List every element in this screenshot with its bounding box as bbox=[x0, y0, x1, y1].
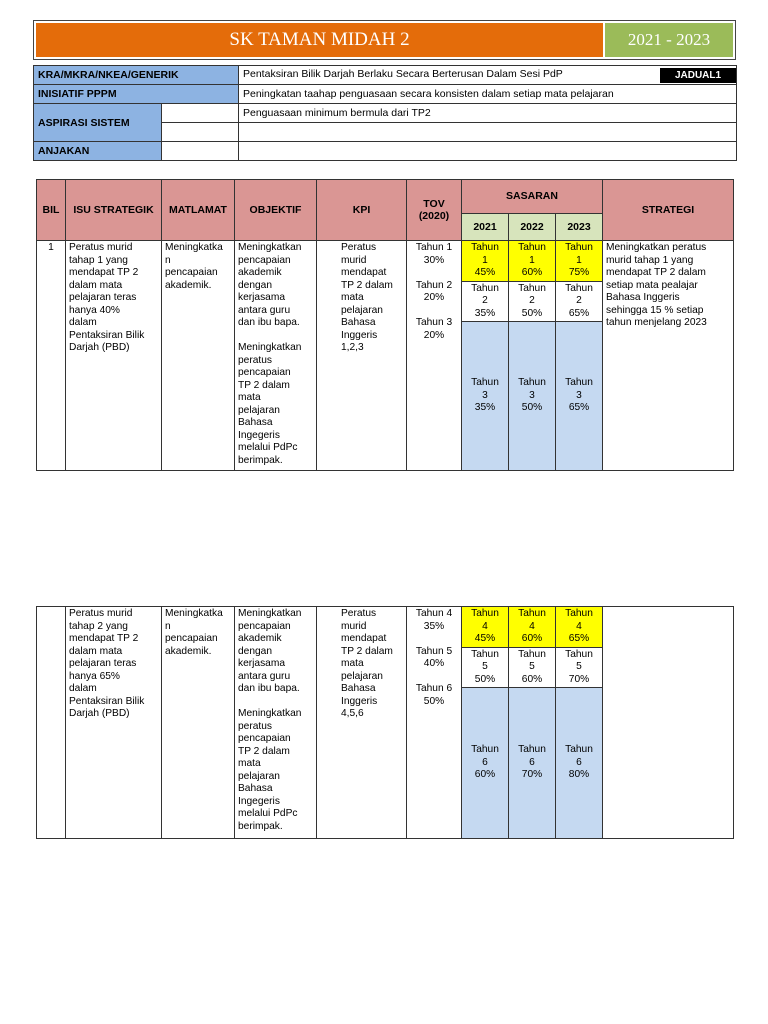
row1-isu: Peratus murid tahap 1 yang mendapat TP 2 dalam mata pelajaran teras hanya 40% dalam Pentaksiran Bilik Darjah (PBD) bbox=[66, 241, 162, 471]
row1-kpi: Peratus murid mendapat TP 2 dalam mata pelajaran Bahasa Inggeris 1,2,3 bbox=[317, 241, 407, 471]
aspirasi-empty-1 bbox=[162, 104, 239, 123]
row2-isu: Peratus murid tahap 2 yang mendapat TP 2 dalam mata pelajaran teras hanya 65% dalam Pentaksiran Bilik Darjah (PBD) bbox=[66, 607, 162, 839]
row1-matlamat: Meningkatka n pencapaian akademik. bbox=[162, 241, 235, 471]
col-2022: 2022 bbox=[509, 214, 556, 241]
kra-text: Pentaksiran Bilik Darjah Berlaku Secara Berterusan Dalam Sesi PdP bbox=[243, 67, 563, 80]
row2-kpi: Peratus murid mendapat TP 2 dalam mata pelajaran Bahasa Inggeris 4,5,6 bbox=[317, 607, 407, 839]
header-banner bbox=[33, 20, 736, 60]
anjakan-empty-2 bbox=[239, 142, 737, 161]
row1-objektif: Meningkatkan pencapaian akademik dengan kerjasama antara guru dan ibu bapa. Meningkatkan peratus pencapaian TP 2 dalam mata pelajaran Bahasa Ingegeris melalui PdPc berimpak. bbox=[235, 241, 317, 471]
year-range: 2021 - 2023 bbox=[605, 23, 733, 57]
anjakan-label: ANJAKAN bbox=[34, 142, 162, 161]
row2-2021-a: Tahun 4 45% bbox=[462, 607, 509, 648]
strategy-table-1 bbox=[36, 179, 734, 471]
row2-objektif: Meningkatkan pencapaian akademik dengan kerjasama antara guru dan ibu bapa. Meningkatkan peratus pencapaian TP 2 dalam mata pelajaran Bahasa Ingegeris melalui PdPc berimpak. bbox=[235, 607, 317, 839]
col-strategi: STRATEGI bbox=[603, 180, 734, 241]
kra-label: KRA/MKRA/NKEA/GENERIK bbox=[34, 66, 239, 85]
row2-2021-b: Tahun 5 50% bbox=[462, 647, 509, 688]
col-kpi: KPI bbox=[317, 180, 407, 241]
row2-2023-b: Tahun 5 70% bbox=[556, 647, 603, 688]
info-table bbox=[33, 65, 737, 161]
inisiatif-label: INISIATIF PPPM bbox=[34, 85, 239, 104]
row1-strategi: Meningkatkan peratus murid tahap 1 yang mendapat TP 2 dalam setiap mata pealajar Bahasa Inggeris sehingga 15 % setiap tahun menjelang 2023 bbox=[603, 241, 734, 471]
inisiatif-value: Peningkatan taahap penguasaan secara konsisten dalam setiap mata pelajaran bbox=[239, 85, 737, 104]
aspirasi-value: Penguasaan minimum bermula dari TP2 bbox=[239, 104, 737, 123]
col-objektif: OBJEKTIF bbox=[235, 180, 317, 241]
row2-strategi bbox=[603, 607, 734, 839]
col-tov: TOV (2020) bbox=[407, 180, 462, 241]
col-isu: ISU STRATEGIK bbox=[66, 180, 162, 241]
row1-2022-b: Tahun 2 50% bbox=[509, 281, 556, 322]
row1-2021-c: Tahun 3 35% bbox=[462, 322, 509, 471]
row2-2022-b: Tahun 5 60% bbox=[509, 647, 556, 688]
row1-2021-b: Tahun 2 35% bbox=[462, 281, 509, 322]
row2-2022-c: Tahun 6 70% bbox=[509, 688, 556, 839]
row1-2022-a: Tahun 1 60% bbox=[509, 241, 556, 282]
jadual-badge: JADUAL1 bbox=[660, 68, 736, 83]
row2-tov: Tahun 4 35% Tahun 5 40% Tahun 6 50% bbox=[407, 607, 462, 839]
col-matlamat: MATLAMAT bbox=[162, 180, 235, 241]
row1-bil: 1 bbox=[37, 241, 66, 471]
kra-value bbox=[239, 66, 737, 85]
row2-2023-a: Tahun 4 65% bbox=[556, 607, 603, 648]
aspirasi-label: ASPIRASI SISTEM bbox=[34, 104, 162, 142]
row2-2021-c: Tahun 6 60% bbox=[462, 688, 509, 839]
row2-matlamat: Meningkatka n pencapaian akademik. bbox=[162, 607, 235, 839]
col-bil: BIL bbox=[37, 180, 66, 241]
row2-bil bbox=[37, 607, 66, 839]
col-2023: 2023 bbox=[556, 214, 603, 241]
row2-2023-c: Tahun 6 80% bbox=[556, 688, 603, 839]
anjakan-empty-1 bbox=[162, 142, 239, 161]
col-2021: 2021 bbox=[462, 214, 509, 241]
aspirasi-empty-2 bbox=[162, 123, 239, 142]
row1-2022-c: Tahun 3 50% bbox=[509, 322, 556, 471]
strategy-table-2 bbox=[36, 606, 734, 839]
row1-2023-a: Tahun 1 75% bbox=[556, 241, 603, 282]
row1-2023-c: Tahun 3 65% bbox=[556, 322, 603, 471]
aspirasi-empty-3 bbox=[239, 123, 737, 142]
row1-tov: Tahun 1 30% Tahun 2 20% Tahun 3 20% bbox=[407, 241, 462, 471]
row2-2022-a: Tahun 4 60% bbox=[509, 607, 556, 648]
row1-2023-b: Tahun 2 65% bbox=[556, 281, 603, 322]
row1-2021-a: Tahun 1 45% bbox=[462, 241, 509, 282]
col-sasaran: SASARAN bbox=[462, 180, 603, 214]
school-title: SK TAMAN MIDAH 2 bbox=[36, 23, 603, 57]
